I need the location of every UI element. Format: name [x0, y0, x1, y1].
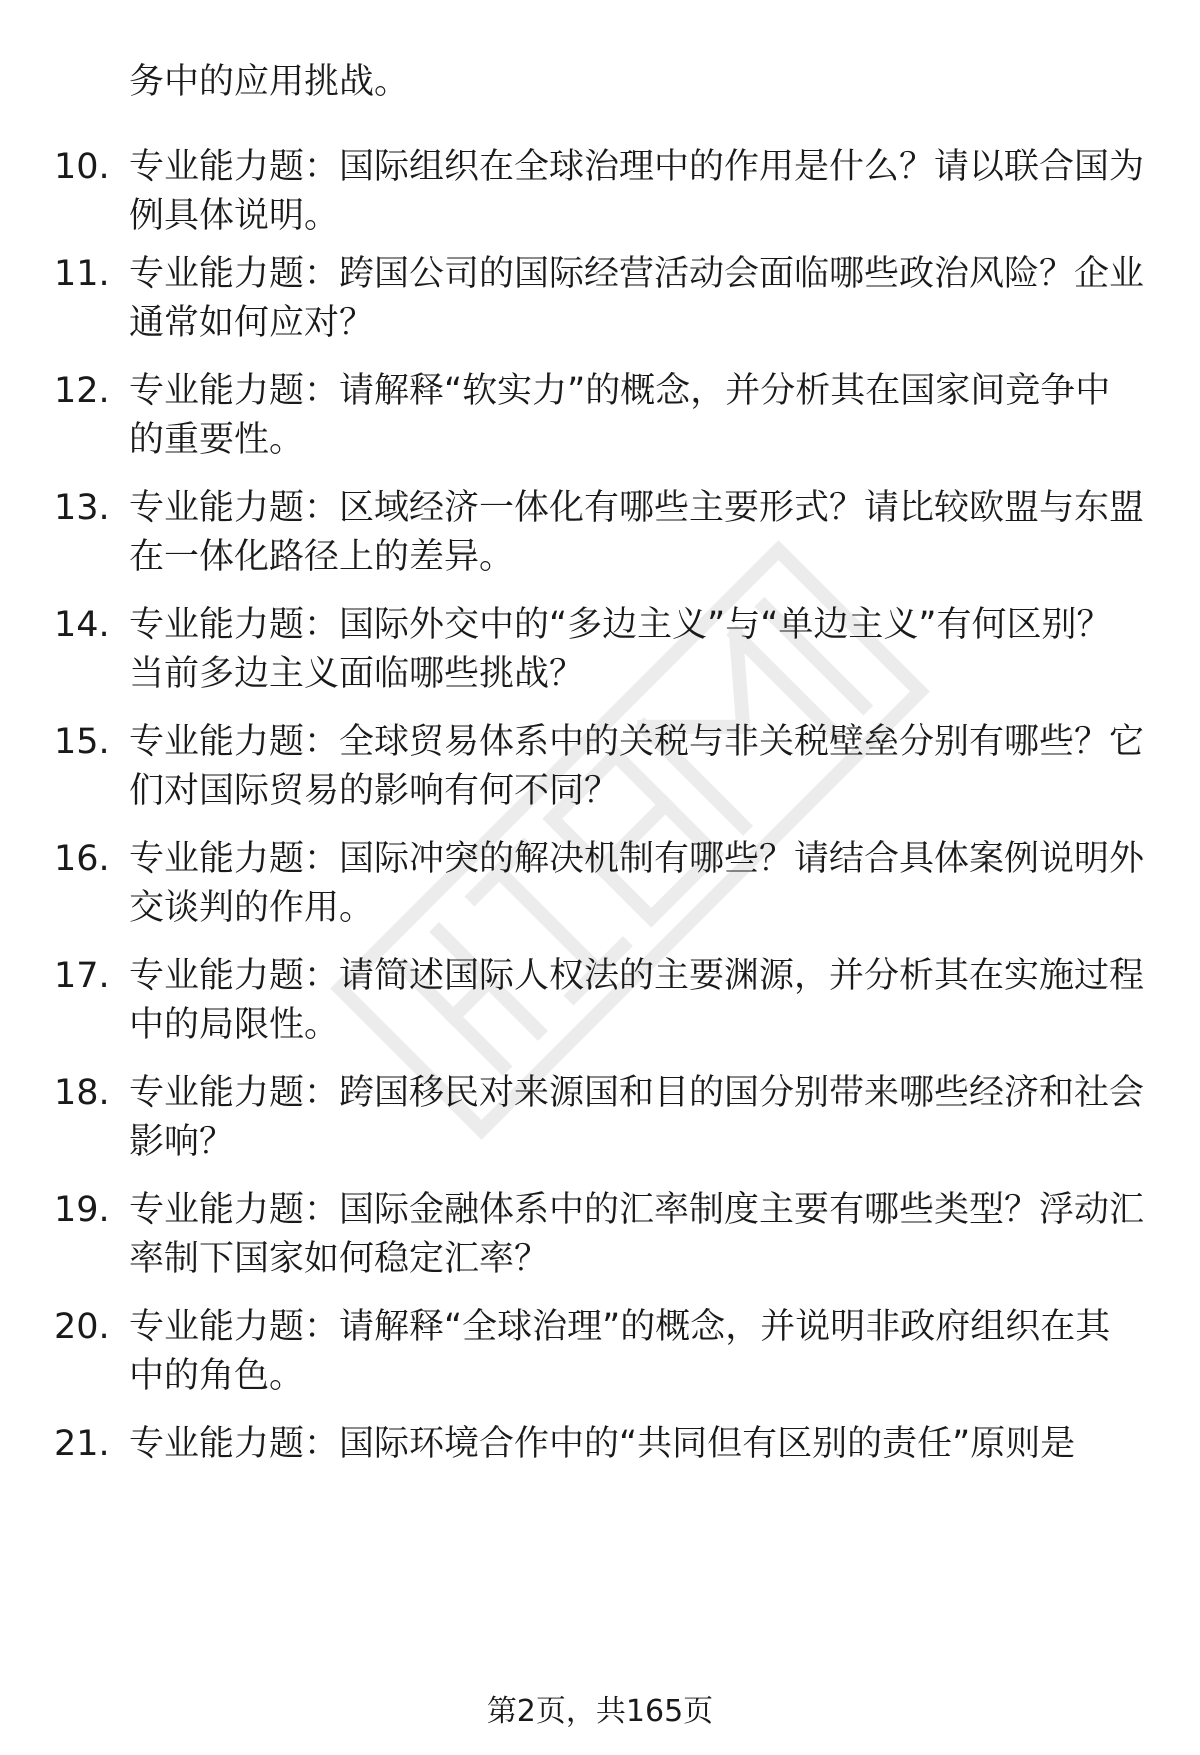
question-item [54, 1303, 1146, 1401]
question-text: 专业能力题：请解释“全球治理”的概念，并说明非政府组织在其中的角色。 [129, 1307, 1111, 1396]
question-number: 10. [54, 147, 110, 187]
question-number: 11. [54, 254, 110, 294]
question-number: 12. [54, 371, 110, 411]
question-item [54, 601, 1146, 699]
question-text: 专业能力题：国际外交中的“多边主义”与“单边主义”有何区别？当前多边主义面临哪些挑战？ [129, 605, 1112, 694]
question-text: 专业能力题：跨国移民对来源国和目的国分别带来哪些经济和社会影响？ [129, 1073, 1145, 1162]
question-text: 专业能力题：国际组织在全球治理中的作用是什么？请以联合国为例具体说明。 [129, 147, 1145, 236]
question-number: 20. [54, 1307, 110, 1347]
question-number: 13. [54, 488, 110, 528]
question-item [54, 484, 1146, 582]
question-text: 专业能力题：请简述国际人权法的主要渊源，并分析其在实施过程中的局限性。 [129, 956, 1145, 1045]
question-text: 专业能力题：区域经济一体化有哪些主要形式？请比较欧盟与东盟在一体化路径上的差异。 [129, 488, 1145, 577]
question-number: 21. [54, 1424, 110, 1464]
question-item [54, 250, 1146, 348]
question-text: 专业能力题：跨国公司的国际经营活动会面临哪些政治风险？企业通常如何应对？ [129, 254, 1145, 343]
question-text: 专业能力题：请解释“软实力”的概念，并分析其在国家间竞争中的重要性。 [129, 371, 1111, 460]
question-number: 15. [54, 722, 110, 762]
question-item [54, 835, 1146, 933]
question-item [54, 1420, 1146, 1469]
question-number: 16. [54, 839, 110, 879]
question-text: 专业能力题：国际冲突的解决机制有哪些？请结合具体案例说明外交谈判的作用。 [129, 839, 1145, 928]
question-number: 14. [54, 605, 110, 645]
continuation-text: 务中的应用挑战。 [129, 62, 410, 102]
question-text: 专业能力题：全球贸易体系中的关税与非关税壁垒分别有哪些？它们对国际贸易的影响有何不同？ [129, 722, 1145, 811]
question-number: 19. [54, 1190, 110, 1230]
question-text: 专业能力题：国际金融体系中的汇率制度主要有哪些类型？浮动汇率制下国家如何稳定汇率？ [129, 1190, 1145, 1279]
question-item [54, 718, 1146, 816]
question-item [54, 143, 1146, 241]
question-text: 专业能力题：国际环境合作中的“共同但有区别的责任”原则是 [129, 1424, 1076, 1464]
question-number: 17. [54, 956, 110, 996]
question-number: 18. [54, 1073, 110, 1113]
question-item [54, 952, 1146, 1050]
page-footer: 第2页，共165页 [486, 1694, 714, 1729]
question-item [54, 1186, 1146, 1284]
question-item [54, 1069, 1146, 1167]
question-item [54, 367, 1146, 465]
